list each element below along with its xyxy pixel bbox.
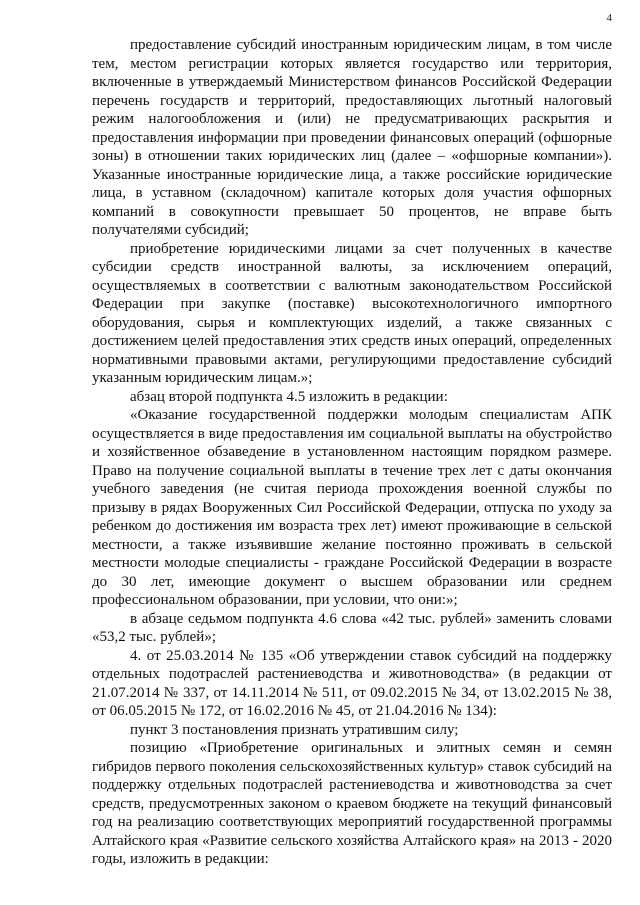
page-number: 4 [606, 12, 612, 24]
paragraph-offshore-restriction: предоставление субсидий иностранным юридическим лицам, в том числе тем, местом регистрации которых является государство или территория, включенные в утверждаемый Министерством финансов Российской Федерации перечень государств и территорий, предоставляющих льготный налоговый режим налогообложения и (или) не предусматривающих раскрытия и предоставления информации при проведении финансовых операций (офшорные зоны) в отношении таких юридических лиц (далее – «офшорные компании»). Указанные иностранные юридические лица, а также российские юридические лица, в уставном (складочном) капитале которых доля участия офшорных компаний в совокупности превышает 50 процентов, не вправе быть получателями субсидий; [92, 37, 612, 238]
paragraph-decree-135: 4. от 25.03.2014 № 135 «Об утверждении ставок субсидий на поддержку отдельных подотраслей растениеводства и животноводства» (в редакции от 21.07.2014 № 337, от 14.11.2014 № 511, от 09.02.2015 № 34, от 13.02.2015 № 38, от 06.05.2015 № 172, от 16.02.2016 № 45, от 21.04.2016 № 134): [92, 647, 612, 719]
paragraph-foreign-currency: приобретение юридическими лицами за счет полученных в качестве субсидии средств иностранной валюты, за исключением операций, осуществляемых в соответствии с валютным законодательством Российской Федерации при закупке (поставке) высокотехнологичного импортного оборудования, сырья и комплектующих изделий, а также связанных с достижением целей предоставления этих средств иных операций, определенных нормативными правовыми актами, регулирующими предоставление субсидий указанным юридическим лицам.»; [92, 240, 612, 386]
paragraph-amend-4-5: абзац второй подпункта 4.5 изложить в редакции: [130, 388, 448, 405]
document-body [92, 36, 612, 869]
paragraph-clause-3-void: пункт 3 постановления признать утратившим силу; [130, 721, 459, 738]
paragraph-seeds-position: позицию «Приобретение оригинальных и элитных семян и семян гибридов первого поколения сельскохозяйственных культур» ставок субсидий на поддержку отдельных подотраслей растениеводства и животноводства за счет средств, предусмотренных законом о краевом бюджете на текущий финансовый год на реализацию соответствующих мероприятий государственной программы Алтайского края «Развитие сельского хозяйства Алтайского края» на 2013 - 2020 годы, изложить в редакции: [92, 740, 612, 867]
paragraph-young-specialists: «Оказание государственной поддержки молодым специалистам АПК осуществляется в виде предоставления им социальной выплаты на обустройство и хозяйственное обзаведение в установленном настоящим порядком размере. Право на получение социальной выплаты в течение трех лет с даты окончания учебного заведения (не считая периода прохождения военной службы по призыву в рядах Вооруженных Сил Российской Федерации, отпуска по уходу за ребенком до достижения им возраста трех лет) имеют проживающие в сельской местности, а также изъявившие желание постоянно проживать в сельской местности молодые специалисты - граждане Российской Федерации в возрасте до 30 лет, имеющие документ о высшем образовании или среднем профессиональном образовании, при условии, что они:»; [92, 407, 612, 608]
paragraph-amend-4-6: в абзаце седьмом подпункта 4.6 слова «42 тыс. рублей» заменить словами «53,2 тыс. рублей»; [92, 610, 612, 645]
